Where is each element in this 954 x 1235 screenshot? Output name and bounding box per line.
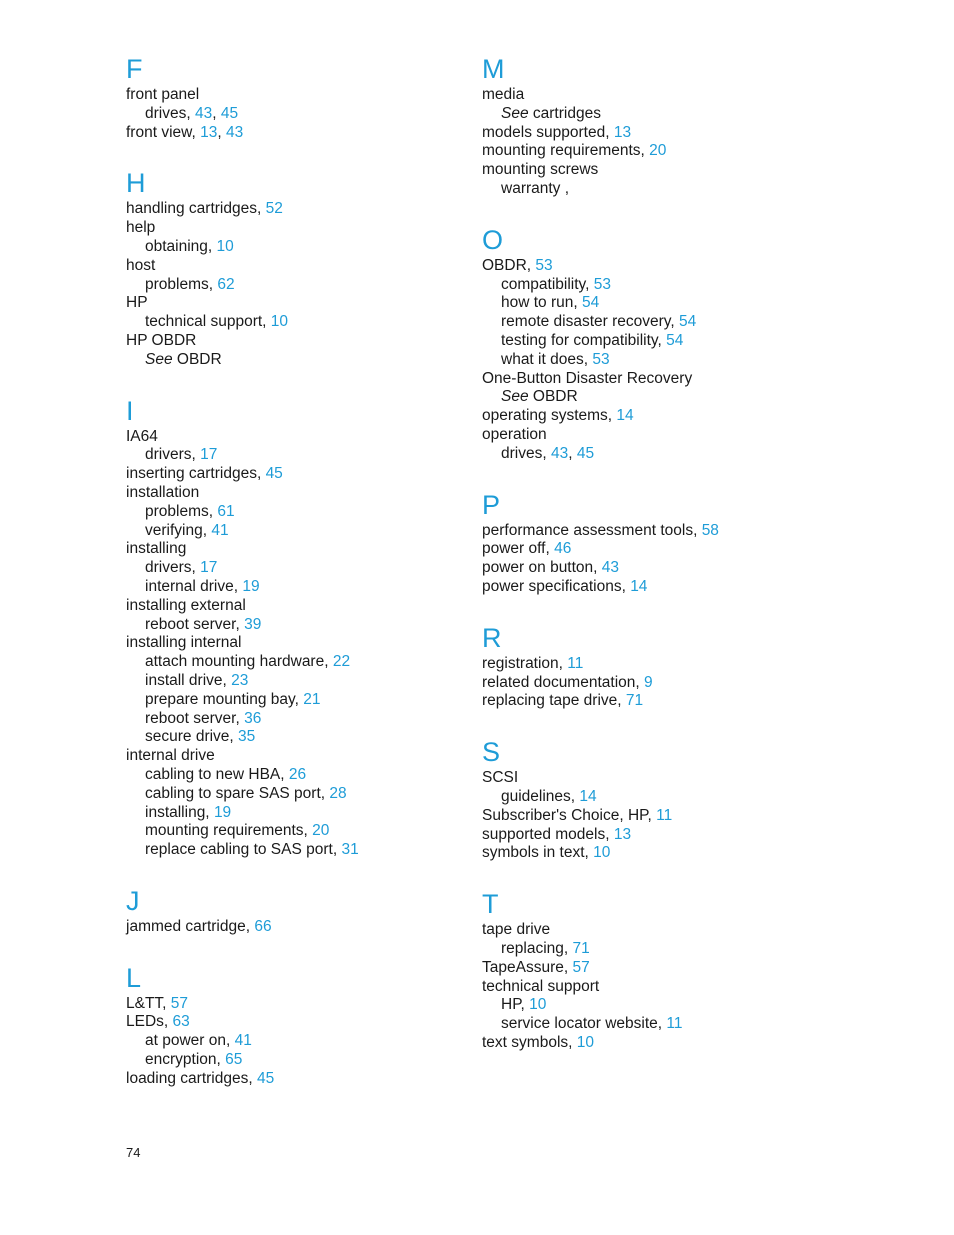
- index-subentry: [482, 351, 812, 370]
- section-letter-heading: P: [482, 489, 501, 520]
- index-subentry: [482, 445, 812, 464]
- index-entry: [126, 124, 456, 143]
- page-link[interactable]: 9: [644, 673, 653, 691]
- page-link[interactable]: 11: [656, 806, 673, 824]
- entry-term: replacing,: [501, 939, 573, 957]
- index-entry: [482, 540, 812, 559]
- see-reference-label: See: [501, 104, 529, 122]
- entry-term: how to run,: [501, 294, 582, 312]
- index-subentry: [126, 578, 456, 597]
- index-subentry: [482, 388, 812, 407]
- page-link[interactable]: 11: [666, 1015, 683, 1033]
- index-entry: [482, 769, 812, 788]
- page-link[interactable]: 45: [576, 444, 595, 462]
- page-link[interactable]: 62: [217, 275, 235, 293]
- index-entry: [126, 219, 456, 238]
- index-subentry: [126, 351, 456, 370]
- index-entry: [126, 747, 456, 766]
- index-subentry: [126, 785, 456, 804]
- page-link[interactable]: 63: [172, 1013, 190, 1031]
- index-entry: [126, 918, 456, 937]
- section-letter-heading: O: [482, 224, 504, 255]
- entry-term: obtaining,: [145, 237, 217, 255]
- index-entry: [126, 995, 456, 1014]
- index-subentry: [126, 446, 456, 465]
- entry-term: help: [126, 219, 156, 237]
- section-letter-heading: L: [126, 962, 142, 993]
- see-reference-label: See: [145, 350, 173, 368]
- entry-term: HP: [126, 294, 148, 312]
- page-link[interactable]: 57: [170, 994, 189, 1012]
- page-link[interactable]: 20: [649, 142, 667, 160]
- index-subentry: [126, 822, 456, 841]
- index-section: [126, 884, 456, 937]
- entry-term: OBDR: [528, 388, 578, 406]
- entry-term: power off,: [482, 540, 555, 558]
- entry-term: problems,: [145, 275, 218, 293]
- page-link[interactable]: 10: [529, 996, 547, 1014]
- page-link[interactable]: 53: [593, 275, 611, 293]
- page-link[interactable]: 21: [303, 690, 321, 708]
- index-subentry: [126, 503, 456, 522]
- index-entry: [126, 294, 456, 313]
- page-link[interactable]: 13: [200, 123, 218, 141]
- entry-term: jammed cartridge,: [126, 917, 255, 935]
- entry-term: reboot server,: [145, 709, 245, 727]
- entry-term: front view,: [126, 123, 201, 141]
- page-link[interactable]: 14: [630, 577, 648, 595]
- index-subentry: [482, 180, 812, 199]
- index-entry: [482, 578, 812, 597]
- index-entry: [482, 161, 812, 180]
- index-subentry: [482, 332, 812, 351]
- page-link[interactable]: 41: [234, 1032, 252, 1050]
- entry-term: prepare mounting bay,: [145, 690, 304, 708]
- entry-term: cabling to spare SAS port,: [145, 784, 330, 802]
- page-link[interactable]: 17: [200, 559, 218, 577]
- page-link[interactable]: 36: [244, 709, 262, 727]
- page-separator: ,: [212, 104, 221, 122]
- index-entry: [126, 257, 456, 276]
- section-letter-heading: F: [126, 54, 143, 84]
- page-link[interactable]: 13: [613, 825, 632, 843]
- entry-term: technical support,: [145, 313, 271, 331]
- entry-term: installing,: [145, 803, 214, 821]
- page-link[interactable]: 43: [601, 559, 620, 577]
- entry-term: tape drive: [482, 921, 551, 939]
- entry-term: OBDR,: [482, 256, 536, 274]
- page-number: 74: [126, 1145, 141, 1160]
- index-entry: [482, 522, 812, 541]
- index-subentry: [126, 841, 456, 860]
- index-entry: [482, 370, 812, 389]
- index-entry: [482, 559, 812, 578]
- page-link[interactable]: 52: [265, 200, 283, 218]
- page-link[interactable]: 45: [265, 465, 283, 483]
- entry-term: installing external: [126, 596, 246, 614]
- section-letter-heading: T: [482, 889, 499, 920]
- index-section: [126, 52, 456, 142]
- entry-term: secure drive,: [145, 728, 239, 746]
- index-section: [482, 488, 812, 597]
- index-entry: [126, 332, 456, 351]
- index-subentry: [126, 616, 456, 635]
- index-subentry: [482, 1015, 812, 1034]
- entry-term: operating systems,: [482, 407, 617, 425]
- page-link[interactable]: 54: [582, 294, 600, 312]
- page-link[interactable]: 10: [576, 1033, 594, 1051]
- page-link[interactable]: 65: [225, 1051, 243, 1069]
- index-subentry: [126, 276, 456, 295]
- index-subentry: [126, 766, 456, 785]
- index-entry: [482, 826, 812, 845]
- entry-term: IA64: [126, 427, 158, 445]
- index-column-right: [482, 52, 812, 1077]
- entry-term: inserting cartridges,: [126, 465, 266, 483]
- entry-term: cartridges: [528, 104, 601, 122]
- page-link[interactable]: 10: [270, 313, 289, 331]
- page-link[interactable]: 28: [329, 784, 347, 802]
- page-link[interactable]: 45: [220, 104, 239, 122]
- section-letter-heading: I: [126, 395, 134, 426]
- entry-term: operation: [482, 425, 547, 443]
- entry-term: service locator website,: [501, 1015, 667, 1033]
- entry-term: text symbols,: [482, 1033, 577, 1051]
- entry-term: mounting requirements,: [145, 822, 313, 840]
- entry-term: technical support: [482, 977, 600, 995]
- entry-term: verifying,: [145, 521, 212, 539]
- entry-term: handling cartridges,: [126, 200, 266, 218]
- entry-term: cabling to new HBA,: [145, 765, 289, 783]
- entry-term: media: [482, 86, 525, 103]
- section-letter-heading: M: [482, 54, 505, 84]
- page-link[interactable]: 11: [567, 654, 584, 672]
- page-link[interactable]: 20: [312, 822, 330, 840]
- index-subentry: [126, 313, 456, 332]
- page-link[interactable]: 61: [217, 502, 235, 520]
- entry-term: symbols in text,: [482, 844, 594, 862]
- index-subentry: [482, 105, 812, 124]
- page-link[interactable]: 14: [579, 787, 597, 805]
- index-entry: [126, 484, 456, 503]
- index-subentry: [482, 294, 812, 313]
- page-link[interactable]: 71: [625, 692, 644, 710]
- page-link[interactable]: 17: [200, 446, 218, 464]
- index-subentry: [126, 691, 456, 710]
- entry-term: power on button,: [482, 559, 602, 577]
- entry-term: L&TT,: [126, 994, 171, 1012]
- page-link[interactable]: 58: [701, 521, 719, 539]
- index-entry: [126, 200, 456, 219]
- index-section: [126, 166, 456, 369]
- index-subentry: [126, 1032, 456, 1051]
- entry-term: HP,: [501, 996, 530, 1014]
- entry-term: mounting requirements,: [482, 142, 650, 160]
- page-link[interactable]: 57: [572, 958, 590, 976]
- section-letter-heading: R: [482, 622, 502, 653]
- index-subentry: [126, 522, 456, 541]
- index-entry: [482, 807, 812, 826]
- entry-term: front panel: [126, 86, 200, 103]
- page-link[interactable]: 54: [679, 313, 697, 331]
- index-section: [482, 735, 812, 863]
- entry-term: installation: [126, 483, 200, 501]
- index-entry: [126, 540, 456, 559]
- index-entry: [126, 428, 456, 447]
- entry-term: drives,: [501, 444, 551, 462]
- page-link[interactable]: 39: [244, 615, 262, 633]
- entry-term: reboot server,: [145, 615, 245, 633]
- entry-term: problems,: [145, 502, 218, 520]
- page-link[interactable]: 43: [550, 444, 569, 462]
- index-subentry: [126, 672, 456, 691]
- entry-term: install drive,: [145, 671, 232, 689]
- index-entry: [126, 634, 456, 653]
- index-subentry: [126, 728, 456, 747]
- entry-term: HP OBDR: [126, 331, 197, 349]
- index-subentry: [482, 788, 812, 807]
- page-link[interactable]: 45: [256, 1069, 275, 1087]
- index-entry: [482, 257, 812, 276]
- entry-term: performance assessment tools,: [482, 521, 702, 539]
- index-entry: [482, 86, 812, 105]
- page-link[interactable]: 10: [216, 237, 234, 255]
- entry-term: Subscriber's Choice, HP,: [482, 806, 657, 824]
- index-entry: [482, 921, 812, 940]
- page-link[interactable]: 66: [254, 917, 272, 935]
- index-column-left: [126, 52, 456, 1113]
- entry-term: internal drive: [126, 747, 215, 765]
- page-link[interactable]: 53: [535, 256, 553, 274]
- index-entry: [482, 844, 812, 863]
- index-subentry: [126, 653, 456, 672]
- index-entry: [126, 465, 456, 484]
- entry-term: LEDs,: [126, 1013, 173, 1031]
- entry-term: One-Button Disaster Recovery: [482, 369, 693, 387]
- page-link[interactable]: 10: [593, 844, 611, 862]
- index-section: [482, 223, 812, 464]
- index-entry: [126, 86, 456, 105]
- index-entry: [482, 426, 812, 445]
- index-entry: [482, 655, 812, 674]
- index-subentry: [126, 559, 456, 578]
- entry-term: power specifications,: [482, 577, 631, 595]
- index-entry: [482, 407, 812, 426]
- page-link[interactable]: 43: [194, 104, 213, 122]
- index-entry: [482, 978, 812, 997]
- index-entry: [126, 1070, 456, 1089]
- page-link[interactable]: 46: [554, 540, 572, 558]
- entry-term: registration,: [482, 654, 568, 672]
- entry-term: related documentation,: [482, 673, 644, 691]
- entry-term: replacing tape drive,: [482, 692, 626, 710]
- page-link[interactable]: 41: [211, 521, 229, 539]
- entry-term: SCSI: [482, 769, 519, 787]
- index-subentry: [126, 238, 456, 257]
- page-link[interactable]: 43: [225, 123, 244, 141]
- index-section: [126, 961, 456, 1089]
- index-subentry: [126, 1051, 456, 1070]
- entry-term: compatibility,: [501, 275, 594, 293]
- page-link[interactable]: 19: [213, 803, 232, 821]
- index-subentry: [482, 276, 812, 295]
- entry-term: installing internal: [126, 634, 242, 652]
- index-subentry: [126, 105, 456, 124]
- index-subentry: [126, 804, 456, 823]
- entry-term: drivers,: [145, 446, 201, 464]
- section-letter-heading: S: [482, 737, 501, 768]
- entry-term: mounting screws: [482, 161, 599, 179]
- index-subentry: [482, 313, 812, 332]
- page-link[interactable]: 19: [242, 577, 260, 595]
- entry-term: drives,: [145, 104, 195, 122]
- section-letter-heading: H: [126, 168, 146, 199]
- index-section: [482, 887, 812, 1053]
- page-link[interactable]: 54: [666, 331, 684, 349]
- entry-term: guidelines,: [501, 787, 580, 805]
- index-entry: [126, 597, 456, 616]
- entry-term: what it does,: [501, 350, 593, 368]
- entry-term: internal drive,: [145, 577, 243, 595]
- entry-term: attach mounting hardware,: [145, 653, 333, 671]
- index-entry: [482, 124, 812, 143]
- index-subentry: [482, 996, 812, 1015]
- index-section: [482, 52, 812, 199]
- index-entry: [126, 1013, 456, 1032]
- section-letter-heading: J: [126, 885, 140, 916]
- entry-term: loading cartridges,: [126, 1069, 257, 1087]
- index-subentry: [482, 940, 812, 959]
- index-entry: [482, 674, 812, 693]
- entry-term: TapeAssure,: [482, 958, 573, 976]
- index-entry: [482, 959, 812, 978]
- page-separator: ,: [217, 123, 226, 141]
- index-subentry: [126, 710, 456, 729]
- index-entry: [482, 1034, 812, 1053]
- entry-term: warranty ,: [501, 179, 570, 197]
- page-link[interactable]: 14: [616, 407, 634, 425]
- entry-term: models supported,: [482, 123, 614, 141]
- page-link[interactable]: 22: [332, 653, 351, 671]
- entry-term: at power on,: [145, 1032, 235, 1050]
- index-section: [126, 394, 456, 860]
- entry-term: OBDR: [172, 350, 222, 368]
- page-link[interactable]: 31: [341, 841, 359, 859]
- index-entry: [482, 142, 812, 161]
- page-link[interactable]: 26: [288, 765, 307, 783]
- page-link[interactable]: 71: [572, 939, 590, 957]
- entry-term: replace cabling to SAS port,: [145, 841, 342, 859]
- page-link[interactable]: 23: [231, 671, 249, 689]
- entry-term: installing: [126, 540, 187, 558]
- entry-term: encryption,: [145, 1051, 226, 1069]
- entry-term: remote disaster recovery,: [501, 313, 680, 331]
- page-separator: ,: [568, 444, 577, 462]
- index-entry: [482, 692, 812, 711]
- entry-term: host: [126, 256, 156, 274]
- page-link[interactable]: 35: [238, 728, 256, 746]
- page-link[interactable]: 53: [592, 350, 610, 368]
- entry-term: supported models,: [482, 825, 614, 843]
- page-link[interactable]: 13: [613, 123, 632, 141]
- entry-term: drivers,: [145, 559, 201, 577]
- entry-term: testing for compatibility,: [501, 331, 667, 349]
- index-section: [482, 621, 812, 711]
- see-reference-label: See: [501, 388, 529, 406]
